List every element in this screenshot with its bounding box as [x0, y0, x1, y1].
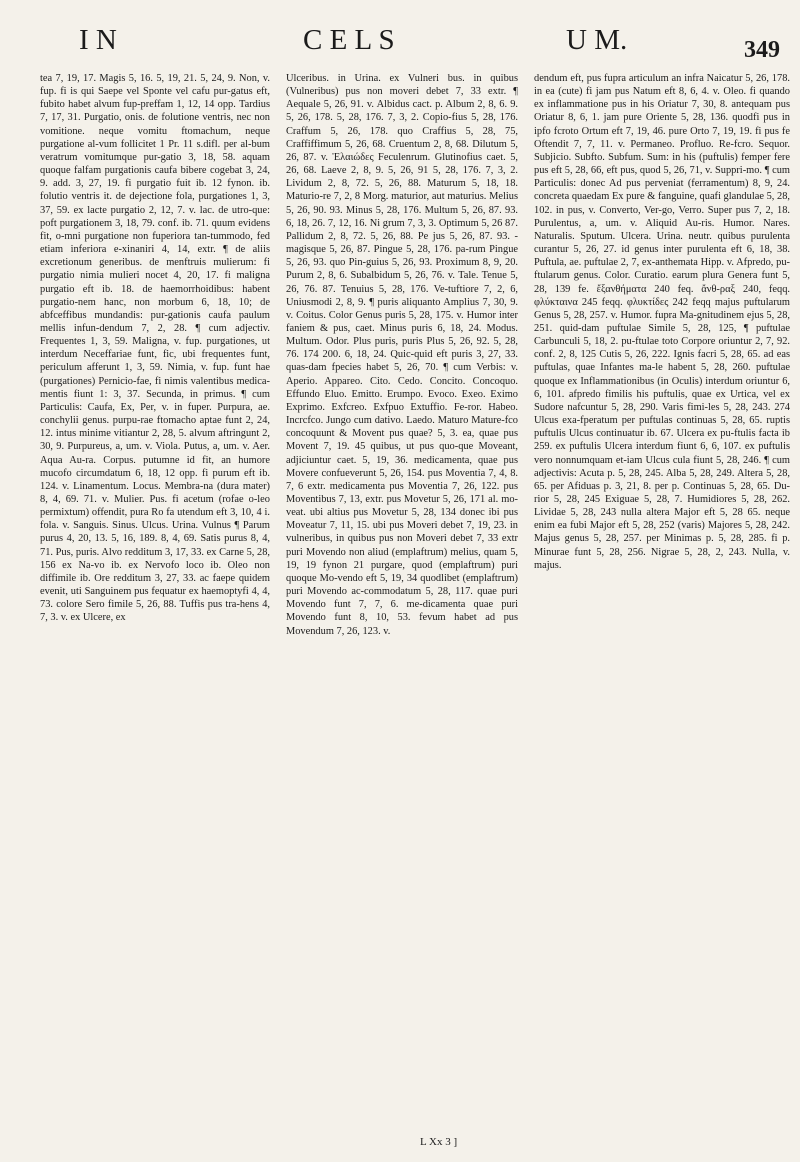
index-column-right-text: dendum eft, pus fupra articulum an infra Naicatur 5, 26, 178. in ea (cute) fi jam pus Natum eft 8, 6, 4. v. Oleo. fi quando ex inflammatione pus in his Oriatur 7, 30, 8. antequam pus Oriatur 8, 6, 1. jam pure Oriente 5, 28, 136. quodfi pus in ipfo fcroto Ortum eft 7, 19, 46. pure Orto 7, 19, 19. fi pus fe Oftendit 7, 7, 11. v. Permaneo. Profluo. Re-fcro. Sequor. Subjicio. Subfto. Subfum. Sum: in his (puftulis) femper fere pus eft 5, 28, 66, eft pus, quod 5, 26, 71, v. Suppri-mo. ¶ cum Particulis: donec Ad pus perveniat (ferramentum) 8, 9, 24. concreta quaedam Ex pure & fanguine, quafi glandulae 5, 28, 102. in pus, v. Converto, Ver-go, Verro. Super pus 7, 2, 18. Purulentus, a, um. v. Aliquid Au-ris. Humor. Nares. Naturalis. Sputum. Ulcera. Urina. neutr. quibus purulenta curantur 5, 26, 27. id genus inter purulenta eft 6, 18, 38. Puftula, ae. puftulae 2, 7, ex-anthemata Hipp. v. Afpredo, pu-ftularum genus. Color. Curatio. earum plura Genera funt 5, 28, 139 fe. ἔξανθήματα 240 feq. ἄνθ-ραξ 240, feqq. φλύκταινα 245 feqq. φλυκτίδες 242 feqq majus puftularum Genus 5, 28, 257. v. Humor. fupra Ma-gnitudinem ejus 5, 28, 251. quid-dam puftulae Simile 5, 28, 125, ¶ puftulae Carbunculi 5, 18, 2. pu-ftulae toto Corpore oriuntur 2, 7, 92. conf. 2, 8, 125 Cutis 5, 26, 222. Ignis facri 5, 28, 65. ad eas puftulas, quae Infantes ma-le habent 5, 28, 260. puftulae quoque ex Inflammationibus (in Oculis) interdum oriuntur 6, 6, 101. afpredo fimilis his puftulis, quae ex Urtica, vel ex Sudore nafcuntur 5, 28, 290. Varis fimi-les 5, 28, 243. 274 Ulcus exa-fperatum per puftulas continuas 5, 28, 65. ruptis puftulis Ulcus continuatur ib. 67. Ulcera ex pu-ftulis facta ib 259. ex puftulis Ulcera interdum fiunt 6, 6, 107. ex puftulis vero nonnumquam et-iam Ulcus cula fiunt 5, 28, 246. ¶ cum adjectivis: Acuta p. 5, 28, 245. Alba 5, 28, 249. Altera 5, 28, 65. per Afiduas p. 3, 21, 8. per p. Continuas 5, 28, 65. Du-rior 5, 28, 245 Exiguae 5, 28, 7. Humidiores 5, 28, 262. Lividae 5, 28, 243 nulla altera Major eft 5, 28 65. neque enim ea fubi Major eft 5, 28, 252 (varis) Majores 5, 28, 242. Majus genus 5, 28, 257. per Minimas p. 5, 28, 285. fi p. Minurae funt 5, 28, 256. Nigrae 5, 28, 2, 243. Nulla, v. majus. [534, 73, 790, 571]
running-header [0, 20, 800, 68]
page-number: 349 [744, 37, 780, 63]
index-column-left [40, 72, 270, 1144]
index-column-right [534, 72, 790, 1144]
index-column-middle-text: Ulceribus. in Urina. ex Vulneri bus. in quibus (Vulneribus) pus non moveri debet 7, 33 extr. ¶ Aequale 5, 26, 91. v. Albidus cact. p. Album 2, 8, 6. 9. 5, 26, 178. 5, 28, 176. 7, 3, 2. Copio-fius 5, 28, 176. Craffum 5, 26, 178. quo Craffius 5, 28, 75, Craffiffimum 5, 26, 68. Cruentum 2, 8, 68. Dilutum 5, 26, 87. v. Ἐλαιώδες Feculenrum. Glutinofius caet. 5, 26, 68. Laeve 2, 8, 9. 5, 26, 91 5, 28, 176. 7, 3, 2. Lividum 2, 8, 72. 5, 26, 88. Maturum 5, 18, 18. Maturio-re 7, 2, 8 Morg. maturior, aut maturius. Melius 5, 26, 90. 93. Minus 5, 28, 176. Multum 5, 26, 87. 93. 6, 18, 26. 7, 12, 16. Ni grum 7, 3, 3. Optimum 5, 26 87. Pallidum 2, 8, 72. 5, 26, 88. Pe jus 5, 26, 87. 93. - magisque 5, 26, 87. Pingue 5, 28, 176. pa-rum Pingue 5, 26, 93. quo Pin-guius 5, 26, 93. Proximum 8, 9, 20. Purum 2, 8, 6. Subalbidum 5, 26, 76. v. Tale. Tenue 5, 26, 76. 87. Tenuius 5, 28, 176. Ve-tuftiore 7, 2, 6, Uniusmodi 2, 8, 9. ¶ puris aliquanto Amplius 7, 30, 9. v. Coitus. Color Genus puris 5, 28, 175. v. Humor inter faniem & pus, caet. Minus puris 6, 18, 24. Modus. Multum. Odor. Plus puris, puris Plus 5, 26, 92. 5, 28, 76. 174 200. 6, 18, 24. Quic-quid eft puris 3, 27, 33. quas-dam fpecies habet 5, 26, 70. ¶ cum Verbis: v. Aperio. Appareo. Cito. Cedo. Concito. Concoquo. Effundo Eluo. Emitto. Erumpo. Evoco. Exeo. Eximo Exprimo. Exfcreo. Exfpuo Extuffio. Fe-ror. Habeo. Incrcfco. Jungo cum dativo. Laedo. Maturo Mature-fco concoquunt & Movent pus quae? 5, 3. ea, quae pus Movent 7, 19. 45 quibus, ut pus quo-que Moveant, adjiciuntur caet. 5, 19, 36. medicamenta, quae pus Movere confueverunt 5, 26, 154. pus Moventia 7, 4, 8. 7, 6 extr. medicamenta pus Moventia 7, 26, 122. pus Moventibus 7, 13, extr. pus Movetur 5, 26, 171 al. mo-veat. ubi altius pus Movetur 5, 28, 134 donec ibi pus Moveatur 7, 11, 15. ubi pus Moveri debet 7, 19, 23. in vulneribus, in quibus pus non Moveri debet 7, 33 extr puri Movendo non aliud (emplaftrum) melius, quam 5, 19, 19 fynon 21 purgare, quod (emplaftrum) puri quoque Mo-vendo eft 5, 19, 34 quodlibet (emplaftrum) puri Movendo ac-commodatum 5, 28, 117. quae puri Movendo funt 7, 7, 6. me-dicamenta quae puri Movendo funt 8, 10, 53. fevum habet ad pus Movendum 7, 26, 123. v. [286, 73, 518, 637]
header-letters-left: I N [79, 24, 117, 56]
index-columns [40, 72, 790, 1144]
header-letters-center: C E L S [303, 24, 395, 56]
index-column-middle [286, 72, 518, 1144]
signature-mark: L Xx 3 ] [420, 1136, 458, 1148]
index-column-left-text: tea 7, 19, 17. Magis 5, 16. 5, 19, 21. 5, 24, 9. Non, v. fup. fi is qui Saepe vel Sponte vel cafu pur-gatus eft, fubito habet alvum fup-preffam 1, 12, 14 opp. Tardius 7, 17, 31. Purgatio, onis. de folutione ventris, nec non vomitione. neque vomitu ftomachum, neque purgatione al-vum follicitet 1 Pr. 11 s.difl. per al-bum veratrum vomitumque pur-gatio 3, 18, 58. aquam quoque falfam purgationis caufa bibere cogebat 3, 24, 9. add. 3, 27, 19. fi purgatio fuit ib. 12 fynon. ib. folutio ventris it. de dejectione fola, purgationes 1, 3, 37, 59. ex lacte purgatio 2, 12, 7. v. lac. de utro-que: poft purgationem 3, 18, 79. conf. ib. 71. quum evidens fit, o-mni purgatione non fuperiora tan-tummodo, fed etiam inferiora e-xinaniri 4, 14, extr. ¶ de aliis excretionum generibus. de menftruis mulierum: fi purgatio nimia mulieri nocet 4, 20, 17. fi maligna purgatio eft ib. 18. de haemorrhoidibus: habent purgatio-nem hanc, non morbum 6, 18, 10; de abfceffibus mundandis: pur-gationis caufa paulum mellis infun-dendum 7, 2, 28. ¶ cum adjectiv. Frequentes 1, 3, 59. Maligna, v. fup. purgationes, ut interdum Neceffariae funt, fic, ubi frequentes funt, periculum afferunt 1, 3, 59. Nimia, v. fup. funt hae (purgationes) Pernicio-fae, fi nimis valentibus medica-mentis fiunt 1: 3, 37. Secunda, in primus. ¶ cum Particulis: Caufa, Ex, Per, v. in fuper. Purpura, ae. conchylii genus. purpu-rae ftomacho aptae funt 2, 24, 12. intus minime vitiantur 2, 28, 5. alvum aftringunt 2, 30, 9. Purpureus, a, um. v. Viola. Putus, a, um. v. Aer. Aqua Au-ra. Corpus. putumne id fit, an humore mucofo circumdatum 6, 18, 12 opp. fi purum eft ib. 124. v. Linamentum. Locus. Membra-na (dura mater) 8, 4, 69. 71. v. Mulier. Pus. fi acetum (rofae o-leo permixtum) offendit, pura Ro fa utendum eft 3, 10, 4 i. fola. v. Sanguis. Sinus. Ulcus. Urina. Vulnus ¶ Parum purus 4, 20, 13. 5, 16, 189. 8, 4, 69. Satis purus 8, 4, 71. Pus, puris. Alvo redditum 3, 17, 33. ex Carne 5, 28, 156 ex Na-vo ib. ex Nervofo loco ib. Oleo non diffimile ib. Ore redditum 3, 27, 33. ac faepe quidem evenit, uti Sanguinem pus fequatur ex haemoptyfi 4, 4, 73. colore Sero fimile 5, 26, 88. Tuffis pus tra-hens 4, 7, 3. v. ex Ulcere, ex [40, 73, 270, 624]
header-letters-right: U M. [566, 24, 628, 56]
